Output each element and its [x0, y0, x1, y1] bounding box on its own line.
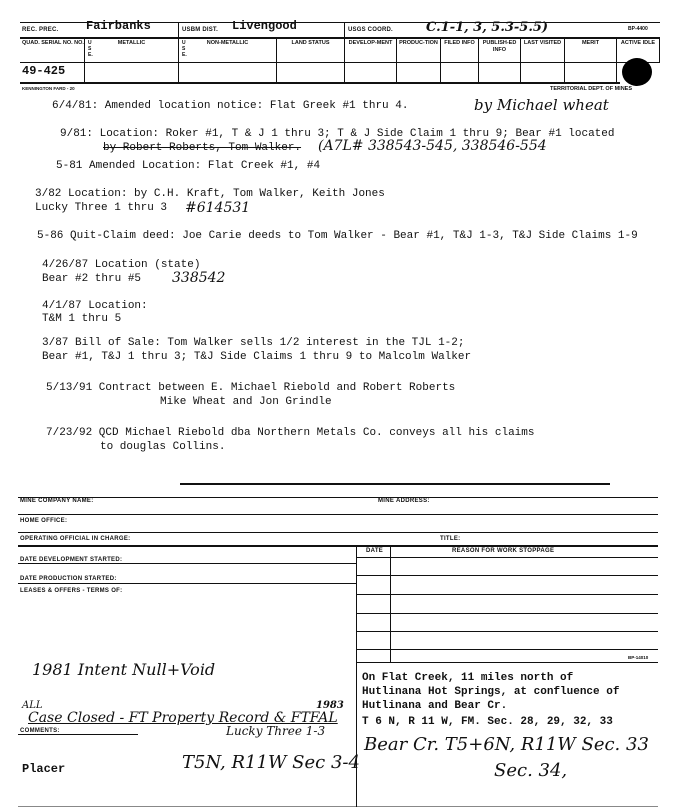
handwritten-sec-34: Sec. 34, — [494, 760, 568, 781]
location-line-4: T 6 N, R 11 W, FM. Sec. 28, 29, 32, 33 — [362, 716, 613, 728]
published-info-label: PUBLISH-ED INFO — [478, 38, 520, 62]
metallic-codes: U S E. — [88, 40, 93, 58]
date-production-label: DATE PRODUCTION STARTED: — [20, 576, 117, 582]
entry-16: 7/23/92 QCD Michael Riebold dba Northern Metals Co. conveys all his claims — [46, 427, 535, 439]
title-label: TITLE: — [440, 536, 461, 542]
entry-3: by Robert Roberts, Tom Walker. — [103, 142, 302, 154]
quad-serial-value: 49-425 — [22, 64, 66, 78]
territorial-label: TERRITORIAL DEPT. OF MINES — [550, 86, 632, 92]
quad-serial-label: QUAD. SERIAL NO. NO. — [22, 40, 84, 46]
entry-10: 4/1/87 Location: — [42, 300, 148, 312]
metallic-label: METALLIC — [84, 38, 178, 62]
date-development-label: DATE DEVELOPMENT STARTED: — [20, 557, 123, 563]
nonmetallic-label: NON-METALLIC — [178, 38, 276, 62]
entry-5: 3/82 Location: by C.H. Kraft, Tom Walker, Keith Jones — [35, 188, 385, 200]
entry-3-handwriting: (A7L# 338543-545, 338546-554 — [318, 138, 547, 154]
land-status-label: LAND STATUS — [276, 38, 344, 62]
entry-11: T&M 1 thru 5 — [42, 313, 122, 325]
kardex-label: KENNINGTON FARD - 20 — [22, 86, 75, 91]
handwritten-1983: 1983 — [316, 700, 344, 711]
usbm-dist-value: Livengood — [232, 19, 297, 33]
location-line-2: Hutlinana Hot Springs, at confluence of — [362, 686, 620, 698]
nonmetallic-codes: U S E. — [182, 40, 187, 58]
entry-4: 5-81 Amended Location: Flat Creek #1, #4 — [56, 160, 321, 172]
location-line-1: On Flat Creek, 11 miles north of — [362, 672, 574, 684]
entry-14: 5/13/91 Contract between E. Michael Riebold and Robert Roberts — [46, 382, 456, 394]
placer-label: Placer — [22, 762, 66, 776]
entry-17: to douglas Collins. — [100, 441, 226, 453]
entry-2: 9/81: Location: Roker #1, T & J 1 thru 3; T & J Side Claim 1 thru 9; Bear #1 located — [60, 128, 615, 140]
entry-13: Bear #1, T&J 1 thru 3; T&J Side Claims 1 thru 9 to Malcolm Walker — [42, 351, 472, 363]
rec-prec-value: Fairbanks — [86, 19, 151, 33]
entry-6-handwriting: #614531 — [185, 200, 251, 216]
handwritten-lucky-three: Lucky Three 1-3 — [226, 724, 326, 738]
filed-info-label: FILED INFO — [440, 38, 478, 62]
reason-column-label: REASON FOR WORK STOPPAGE — [452, 548, 555, 554]
entry-9: Bear #2 thru #5 — [42, 273, 142, 285]
entry-15: Mike Wheat and Jon Grindle — [160, 396, 332, 408]
operating-official-label: OPERATING OFFICIAL IN CHARGE: — [20, 536, 131, 542]
entry-1-handwriting: by Michael wheat — [474, 96, 609, 114]
usgs-coord-value: C.1-1, 3, 5.3-5.5) — [426, 20, 549, 35]
entry-7: 5-86 Quit-Claim deed: Joe Carie deeds to Tom Walker - Bear #1, T&J 1-3, T&J Side Claims 1-9 — [37, 230, 638, 242]
usbm-dist-label: USBM DIST. — [182, 27, 219, 33]
entry-8: 4/26/87 Location (state) — [42, 259, 201, 271]
merit-label: MERIT — [564, 38, 616, 62]
punch-hole-mark — [622, 58, 652, 86]
form-code: BP-14010 — [628, 655, 649, 660]
leases-label: LEASES & OFFERS - TERMS OF: — [20, 588, 123, 594]
mine-company-label: MINE COMPANY NAME: — [20, 498, 94, 504]
active-idle-label: ACTIVE IDLE — [616, 38, 660, 62]
rec-prec-label: REC. PREC. — [22, 27, 59, 33]
form-number: BP-4400 — [628, 26, 648, 32]
handwritten-t5n: T5N, R11W Sec 3-4 — [182, 752, 360, 773]
usgs-coord-label: USGS COORD. — [348, 27, 393, 33]
home-office-label: HOME OFFICE: — [20, 518, 68, 524]
comments-label: COMMENTS: — [20, 728, 60, 734]
development-label: DEVELOP-MENT — [344, 38, 396, 62]
location-line-3: Hutlinana and Bear Cr. — [362, 700, 508, 712]
entry-6: Lucky Three 1 thru 3 — [35, 202, 168, 214]
production-label: PRODUC-TION — [396, 38, 440, 62]
handwritten-case-prefix: ALL — [22, 700, 43, 711]
date-column-label: DATE — [366, 548, 384, 554]
entry-9-handwriting: 338542 — [172, 270, 226, 286]
handwritten-1981-note: 1981 Intent Null+Void — [32, 660, 216, 679]
handwritten-bear-creek: Bear Cr. T5+6N, R11W Sec. 33 — [364, 734, 649, 755]
mine-address-label: MINE ADDRESS: — [378, 498, 430, 504]
last-visited-label: LAST VISITED — [520, 38, 564, 62]
entry-12: 3/87 Bill of Sale: Tom Walker sells 1/2 interest in the TJL 1-2; — [42, 337, 465, 349]
handwritten-case-closed: Case Closed - FT Property Record & FTFAL — [28, 710, 338, 726]
entry-1: 6/4/81: Amended location notice: Flat Greek #1 thru 4. — [52, 100, 409, 112]
